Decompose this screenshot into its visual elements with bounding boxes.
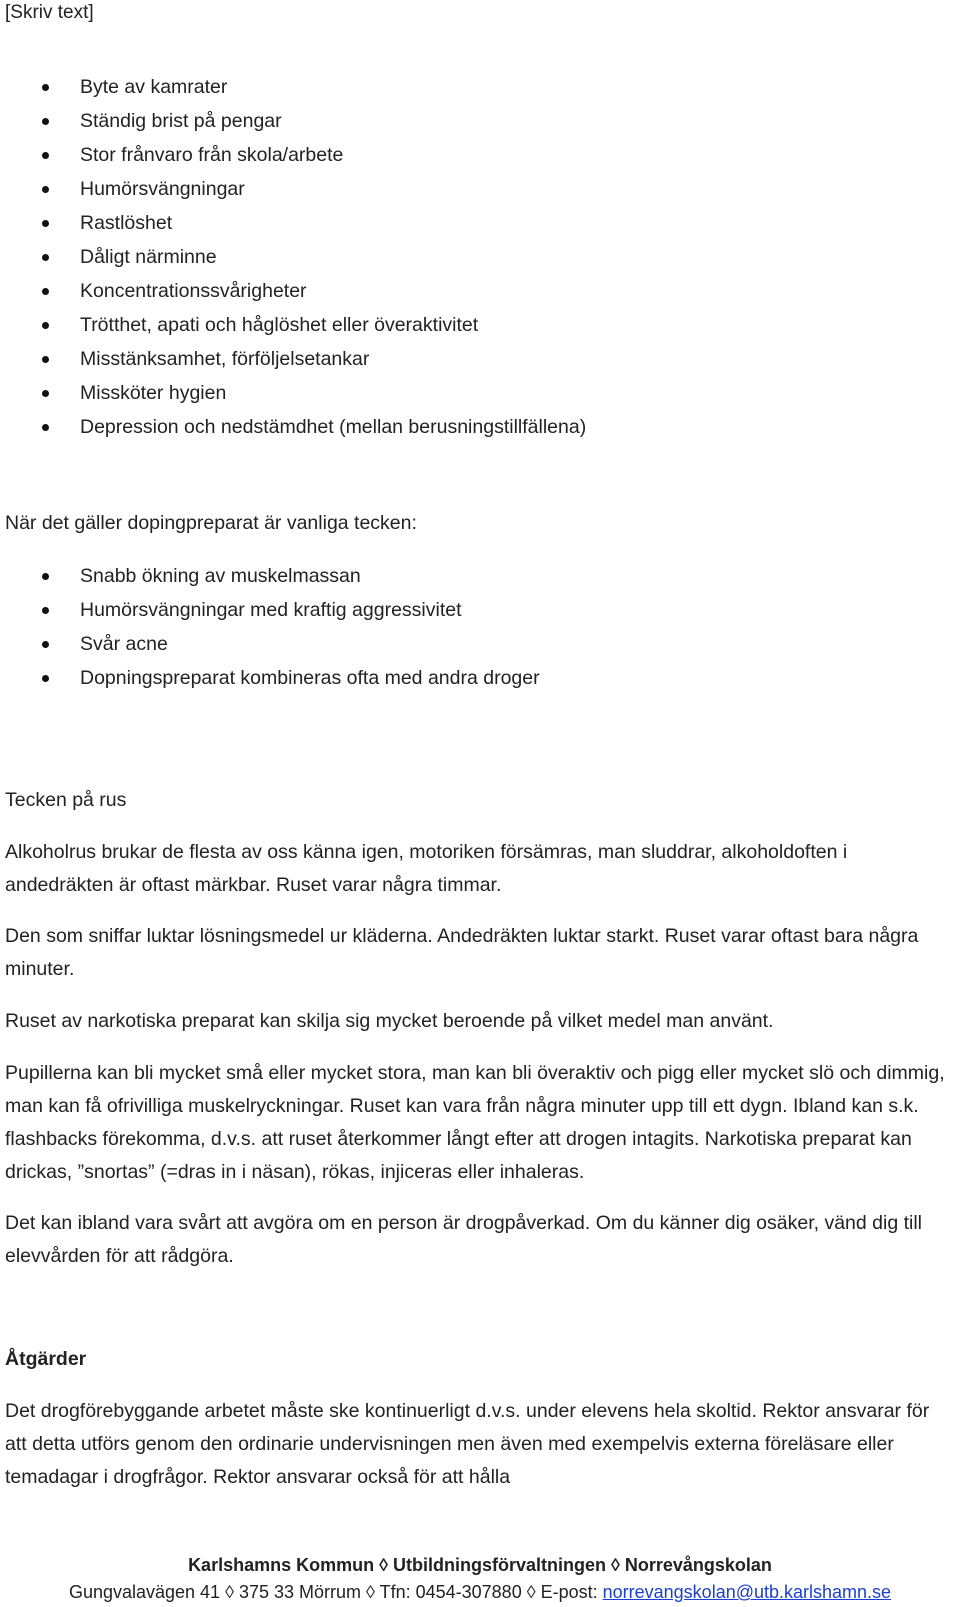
rus-paragraph-pupils: Pupillerna kan bli mycket små eller mycket stora, man kan bli överaktiv och pigg eller mycket slö och dimmig, man kan få ofrivilliga muskelryckningar. Ruset kan vara från några minuter upp till ett dygn. Ibland kan s.k. flashbacks förekomma, d.v.s. att ruset återkommer långt efter att drogen intagits. Narkotiska preparat kan drickas, ”snortas” (=dras in i näsan), rökas, injiceras eller inhaleras.	[5, 1062, 945, 1183]
list-item: Humörsvängningar	[5, 172, 955, 206]
list-item: Stor frånvaro från skola/arbete	[5, 138, 955, 172]
list-item: Misstänksamhet, förföljelsetankar	[5, 342, 955, 376]
atgarder-paragraph: Det drogförebyggande arbetet måste ske kontinuerligt d.v.s. under elevens hela skoltid. Rektor ansvarar för att detta utförs genom den ordinarie undervisningen men även med exempelvis externa föreläsare eller temadagar i drogfrågor. Rektor ansvarar också för att hålla	[5, 1400, 930, 1488]
bullet-icon	[42, 84, 49, 91]
list-item: Humörsvängningar med kraftig aggressivitet	[5, 593, 955, 627]
bullet-icon	[42, 641, 49, 648]
rus-paragraph-uncertain: Det kan ibland vara svårt att avgöra om en person är drogpåverkad. Om du känner dig osäker, vänd dig till elevvården för att rådgöra.	[5, 1212, 923, 1267]
bullet-icon	[42, 254, 49, 261]
signs-list	[5, 70, 955, 444]
bullet-icon	[42, 356, 49, 363]
footer-contact	[0, 1580, 960, 1604]
bullet-icon	[42, 322, 49, 329]
list-item: Byte av kamrater	[5, 70, 955, 104]
header-placeholder: [Skriv text]	[5, 2, 94, 23]
list-item: Depression och nedstämdhet (mellan berusningstillfällena)	[5, 410, 955, 444]
list-item: Rastlöshet	[5, 206, 955, 240]
signs-list-block	[5, 70, 955, 444]
list-item: Ständig brist på pengar	[5, 104, 955, 138]
bullet-icon	[42, 152, 49, 159]
atgarder-heading: Åtgärder	[5, 1348, 87, 1370]
rus-paragraph-sniffing: Den som sniffar luktar lösningsmedel ur kläderna. Andedräkten luktar starkt. Ruset varar oftast bara några minuter.	[5, 925, 919, 980]
bullet-icon	[42, 220, 49, 227]
footer-address: Gungvalavägen 41 ◊ 375 33 Mörrum ◊ Tfn: 0454-307880 ◊ E-post:	[68, 1582, 603, 1602]
bullet-icon	[42, 573, 49, 580]
bullet-icon	[42, 675, 49, 682]
doping-list-block	[5, 559, 955, 695]
footer-organization: Karlshamns Kommun ◊ Utbildningsförvaltningen ◊ Norrevångskolan	[188, 1555, 772, 1575]
bullet-icon	[42, 607, 49, 614]
rus-paragraph-alcohol: Alkoholrus brukar de flesta av oss känna igen, motoriken försämras, man sluddrar, alkoholdoften i andedräkten är oftast märkbar. Ruset varar några timmar.	[5, 841, 848, 896]
list-item: Snabb ökning av muskelmassan	[5, 559, 955, 593]
list-item: Koncentrationssvårigheter	[5, 274, 955, 308]
list-item: Dopningspreparat kombineras ofta med andra droger	[5, 661, 955, 695]
bullet-icon	[42, 288, 49, 295]
rus-heading: Tecken på rus	[5, 789, 127, 811]
bullet-icon	[42, 186, 49, 193]
bullet-icon	[42, 390, 49, 397]
doping-list	[5, 559, 955, 695]
list-item: Dåligt närminne	[5, 240, 955, 274]
list-item: Trötthet, apati och håglöshet eller överaktivitet	[5, 308, 955, 342]
bullet-icon	[42, 424, 49, 431]
list-item: Missköter hygien	[5, 376, 955, 410]
bullet-icon	[42, 118, 49, 125]
rus-paragraph-narcotics: Ruset av narkotiska preparat kan skilja sig mycket beroende på vilket medel man använt.	[5, 1010, 774, 1032]
email-link[interactable]: norrevangskolan@utb.karlshamn.se	[602, 1582, 892, 1602]
list-item: Svår acne	[5, 627, 955, 661]
doping-intro: När det gäller dopingpreparat är vanliga tecken:	[5, 512, 417, 534]
